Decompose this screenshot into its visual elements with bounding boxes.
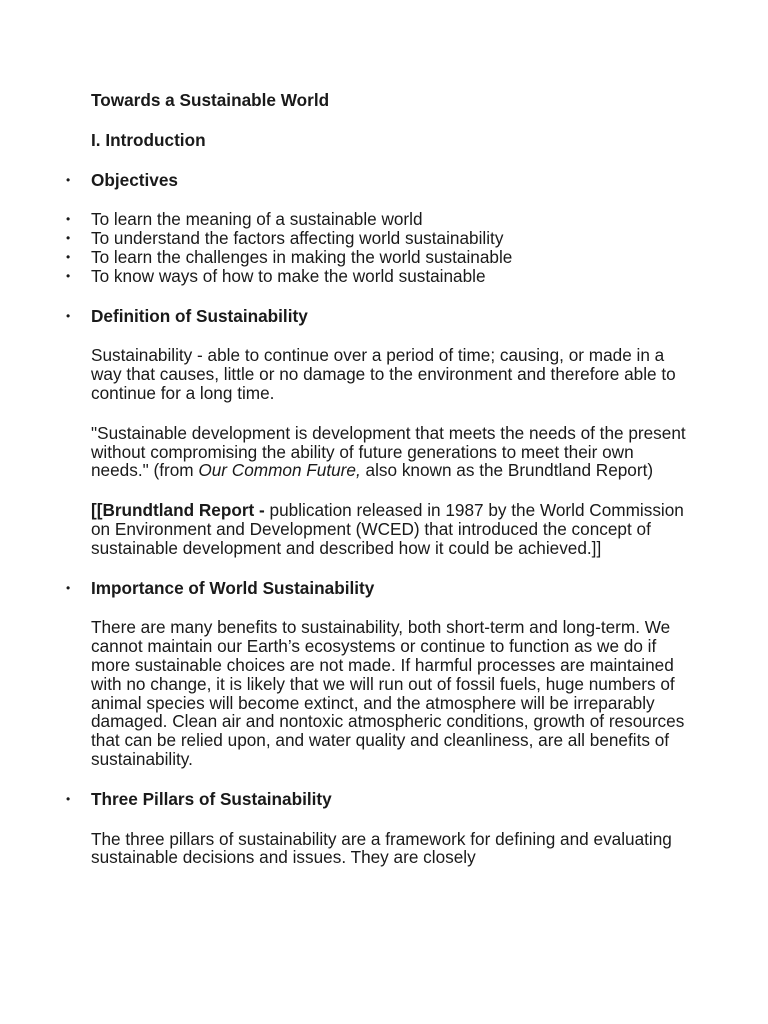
quote-paragraph	[91, 424, 691, 480]
importance-heading: Importance of World Sustainability	[91, 577, 375, 598]
objective-item: To know ways of how to make the world sustainable	[91, 265, 486, 286]
objective-item: To learn the meaning of a sustainable world	[91, 209, 423, 230]
brundtland-note	[91, 501, 691, 557]
list-item	[66, 209, 691, 230]
bullet-icon: •	[66, 580, 71, 595]
objectives-heading-row	[66, 169, 691, 190]
quote-source: Our Common Future,	[198, 460, 361, 481]
objective-item: To understand the factors affecting world sustainability	[91, 228, 504, 249]
list-item	[66, 246, 691, 267]
pillars-heading: Three Pillars of Sustainability	[91, 788, 332, 809]
bullet-icon: •	[66, 231, 71, 246]
bullet-icon: •	[66, 268, 71, 283]
brundtland-note-text: publication released in 1987 by the World Commission on Environment and Development (WCED) that introduced the concept of sustainable development and described how it could be achieved.]]	[91, 500, 684, 558]
list-item	[66, 265, 691, 286]
section-heading: I. Introduction	[91, 129, 206, 150]
objectives-list	[66, 209, 691, 286]
quote-text: "Sustainable development is development that meets the needs of the present without compromising the ability of future generations to meet their own needs." (from	[91, 422, 686, 481]
bullet-icon: •	[66, 212, 71, 227]
objectives-heading: Objectives	[91, 169, 178, 190]
definition-heading-row	[66, 305, 691, 326]
definition-heading: Definition of Sustainability	[91, 305, 308, 326]
bullet-icon: •	[66, 791, 71, 806]
definition-paragraph: Sustainability - able to continue over a period of time; causing, or made in a way that causes, little or no damage to the environment and therefore able to continue for a long time.	[91, 345, 676, 403]
quote-tail: also known as the Brundtland Report)	[360, 460, 654, 481]
list-item	[66, 228, 691, 249]
brundtland-note-label: [[Brundtland Report -	[91, 500, 270, 521]
bullet-icon: •	[66, 308, 71, 323]
bullet-icon: •	[66, 249, 71, 264]
pillars-paragraph: The three pillars of sustainability are a framework for defining and evaluating sustainable decisions and issues. They are closely	[91, 828, 672, 868]
importance-heading-row	[66, 577, 691, 598]
importance-paragraph: There are many benefits to sustainability, both short-term and long-term. We cannot maintain our Earth’s ecosystems or continue to function as we do if more sustainable choices are not made. If harmful processes are maintained with no change, it is likely that we will run out of fossil fuels, huge numbers of animal species will become extinct, and the atmosphere will be irreparably damaged. Clean air and nontoxic atmospheric conditions, growth of resources that can be relied upon, and water quality and cleanliness, are all benefits of sustainability.	[91, 617, 685, 769]
bullet-icon: •	[66, 172, 71, 187]
document-title: Towards a Sustainable World	[91, 90, 330, 110]
objective-item: To learn the challenges in making the world sustainable	[91, 246, 513, 267]
pillars-heading-row	[66, 788, 691, 809]
document-body	[66, 90, 691, 868]
